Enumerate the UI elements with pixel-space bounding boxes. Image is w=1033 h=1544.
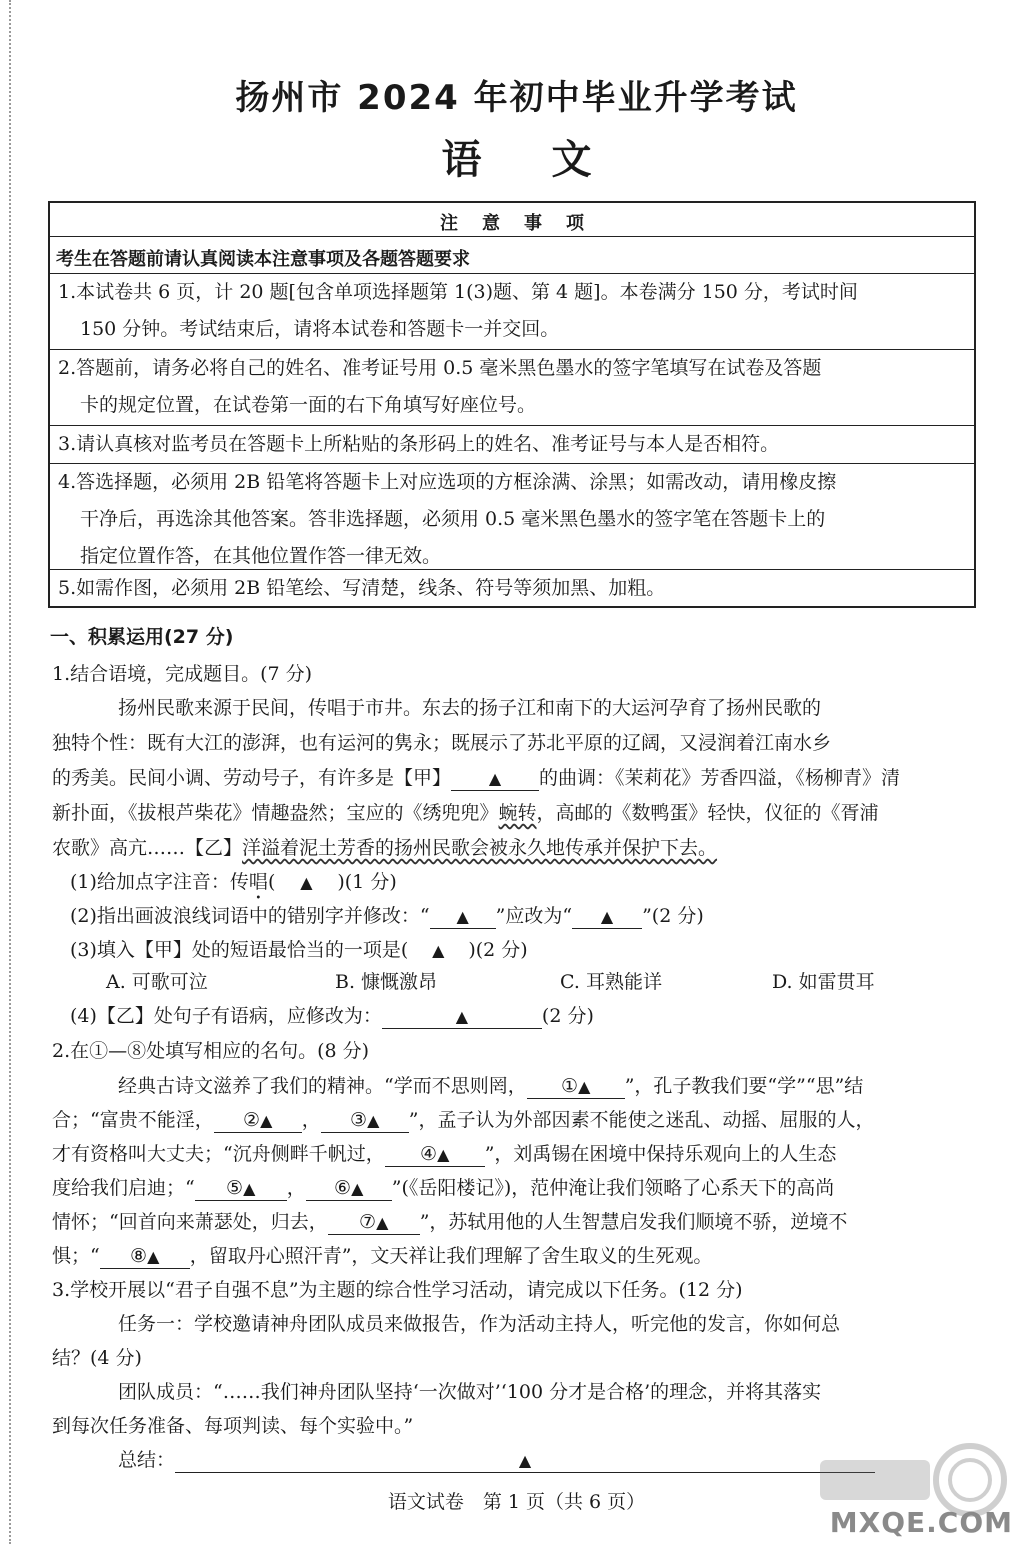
section-heading: 一、积累运用(27 分)	[50, 626, 234, 648]
summary-answer-line[interactable]: ▲	[175, 1449, 875, 1473]
blank-7[interactable]: ⑦▲	[328, 1211, 420, 1235]
blank-4[interactable]: ④▲	[385, 1143, 485, 1167]
blank-5[interactable]: ⑤▲	[195, 1177, 287, 1201]
notice-item-4	[50, 463, 974, 575]
q3-task1-cont: 结？(4 分)	[52, 1347, 142, 1369]
notice-item-1	[50, 273, 974, 348]
notice-line: 卡的规定位置，在试卷第一面的右下角填写好座位号。	[80, 394, 537, 416]
q1-option-c[interactable]: C. 耳熟能详	[560, 971, 662, 993]
notice-line: 干净后，再选涂其他答案。答非选择题，必须用 0.5 毫米黑色墨水的签字笔在答题卡上的	[80, 508, 826, 530]
page-footer: 语文试卷 第 1 页（共 6 页）	[387, 1491, 646, 1513]
q1-stem: 1.结合语境，完成题目。(7 分)	[52, 663, 313, 685]
q1-passage-line: 的秀美。民间小调、劳动号子，有许多是【甲】 ▲ 的曲调：《茉莉花》芳香四溢，《杨柳青》清	[52, 767, 901, 789]
notice-line: 150 分钟。考试结束后，请将本试卷和答题卡一并交回。	[80, 318, 560, 340]
q1-option-b[interactable]: B. 慷慨激昂	[335, 971, 438, 993]
q3-member-quote-cont: 到每次任务准备、每项判读、每个实验中。”	[52, 1415, 414, 1437]
q1-option-a[interactable]: A. 可歌可泣	[106, 971, 208, 993]
blank-1[interactable]: ①▲	[527, 1075, 625, 1099]
answer-slot[interactable]: ▲	[432, 941, 445, 960]
blank-8[interactable]: ⑧▲	[100, 1245, 190, 1269]
watermark-text: MXQE.COM	[829, 1506, 1013, 1539]
blank-jia[interactable]: ▲	[451, 767, 539, 791]
q3-task1: 任务一：学校邀请神舟团队成员来做报告，作为活动主持人，听完他的发言，你如何总	[118, 1313, 841, 1335]
notice-intro: 考生在答题前请认真阅读本注意事项及各题答题要求	[56, 249, 470, 270]
q3-member-quote: 团队成员：“……我们神舟团队坚持‘一次做对’‘100 分才是合格’的理念，并将其落实	[118, 1381, 822, 1403]
answer-blank[interactable]: ▲	[572, 905, 642, 929]
answer-blank[interactable]: ▲	[382, 1005, 542, 1029]
notice-line: 指定位置作答，在其他位置作答一律无效。	[80, 545, 442, 567]
blank-6[interactable]: ⑥▲	[306, 1177, 392, 1201]
q2-line: 经典古诗文滋养了我们的精神。“学而不思则罔， ①▲ ”，孔子教我们要“学”“思”结	[118, 1075, 864, 1097]
notice-item-3	[50, 425, 974, 463]
notice-divider	[50, 236, 974, 237]
q2-line: 度给我们启迪；“ ⑤▲ ， ⑥▲ ”(《岳阳楼记》)，范仲淹让我们领略了心系天下的高尚	[52, 1177, 835, 1199]
notice-line: 2.答题前，请务必将自己的姓名、准考证号用 0.5 毫米黑色墨水的签字笔填写在试卷及答题	[58, 357, 822, 379]
answer-blank[interactable]: ▲	[430, 905, 496, 929]
blank-2[interactable]: ②▲	[214, 1109, 302, 1133]
notice-line: 5.如需作图，必须用 2B 铅笔绘、写清楚，线条、符号等须加黑、加粗。	[58, 577, 666, 599]
notice-item-2	[50, 349, 974, 424]
q1-passage-line: 独特个性：既有大江的澎湃，也有运河的隽永；既展示了苏北平原的辽阔，又浸润着江南水乡	[52, 732, 832, 754]
q1-sub2: (2)指出画波浪线词语中的错别字并修改：“ ▲ ”应改为“ ▲ ”(2 分)	[70, 905, 704, 927]
notice-box	[48, 201, 976, 608]
notice-line: 3.请认真核对监考员在答题卡上所粘贴的条形码上的姓名、准考证号与本人是否相符。	[58, 433, 780, 455]
q1-passage-line: 农歌》高亢……【乙】洋溢着泥土芳香的扬州民歌会被永久地传承并保护下去。	[52, 837, 718, 859]
binding-dotted-line	[9, 0, 11, 1544]
notice-item-5	[50, 569, 974, 607]
q2-stem: 2.在①—⑧处填写相应的名句。(8 分)	[52, 1040, 370, 1062]
answer-slot[interactable]: ▲	[300, 873, 313, 892]
q1-sub4: (4)【乙】处句子有语病，应修改为： ▲ (2 分)	[70, 1005, 594, 1027]
q1-passage-line: 新扑面，《拔根芦柴花》情趣盎然；宝应的《绣兜兜》蜿转，高邮的《数鸭蛋》轻快，仪征的《胥浦	[52, 802, 879, 824]
q1-passage-line: 扬州民歌来源于民间，传唱于市井。东去的扬子江和南下的大运河孕育了扬州民歌的	[118, 697, 822, 719]
notice-title: 注意事项	[440, 213, 608, 234]
q1-sub1: (1)给加点字注音：传唱( ▲ )(1 分)	[70, 868, 397, 904]
q1-sub3: (3)填入【甲】处的短语最恰当的一项是( ▲ )(2 分)	[70, 936, 528, 965]
q2-line: 惧；“ ⑧▲ ，留取丹心照汗青”，文天祥让我们理解了舍生取义的生死观。	[52, 1245, 713, 1267]
q2-line: 才有资格叫大丈夫；“沉舟侧畔千帆过， ④▲ ”，刘禹锡在困境中保持乐观向上的人生态	[52, 1143, 837, 1165]
q3-stem: 3.学校开展以“君子自强不息”为主题的综合性学习活动，请完成以下任务。(12 分)	[52, 1279, 743, 1301]
subject-title: 语文	[441, 137, 662, 183]
notice-line: 1.本试卷共 6 页，计 20 题[包含单项选择题第 1(3)题、第 4 题]。本卷满分 150 分，考试时间	[58, 281, 858, 303]
q1-option-d[interactable]: D. 如雷贯耳	[772, 971, 875, 993]
blank-3[interactable]: ③▲	[321, 1109, 409, 1133]
exam-title: 扬州市 2024 年初中毕业升学考试	[235, 78, 798, 118]
notice-line: 4.答选择题，必须用 2B 铅笔将答题卡上对应选项的方框涂满、涂黑；如需改动，请用橡皮擦	[58, 471, 837, 493]
q2-line: 情怀；“回首向来萧瑟处，归去， ⑦▲ ”，苏轼用他的人生智慧启发我们顺境不骄，逆境不	[52, 1211, 848, 1233]
q2-line: 合；“富贵不能淫， ②▲ ， ③▲ ”，孟子认为外部因素不能使之迷乱、动摇、屈服的人，	[52, 1109, 875, 1131]
q3-summary: 总结： ▲	[118, 1446, 875, 1474]
